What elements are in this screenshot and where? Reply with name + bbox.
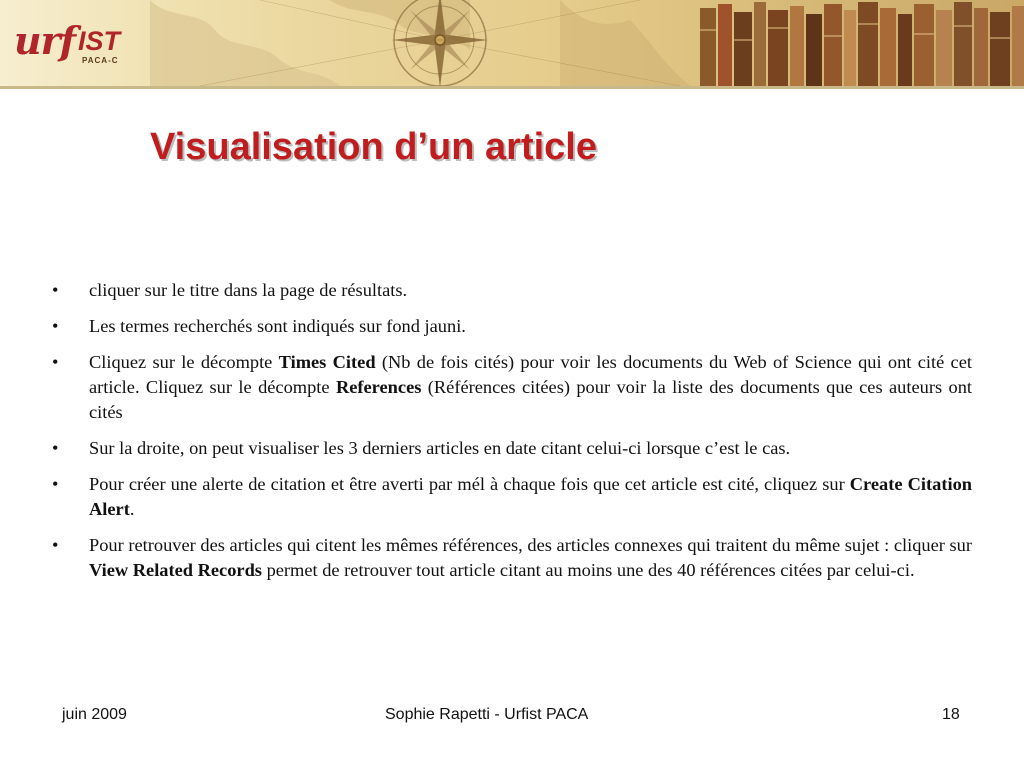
logo-subtitle: PACA-C: [82, 56, 119, 65]
footer-author: Sophie Rapetti - Urfist PACA: [385, 706, 589, 723]
bullet-text: .: [129, 499, 135, 519]
bullet-text: (Références citées) pour voir la liste des documents que ces auteurs ont cités: [89, 377, 972, 422]
antique-map-and-books-illustration: [0, 0, 1024, 86]
bullet-icon: •: [52, 280, 59, 300]
bullet-item: [52, 436, 972, 461]
bullet-text: cliquer sur le titre dans la page de résultats.: [89, 280, 408, 300]
bullet-icon: •: [52, 535, 59, 555]
bullet-bold-text: References: [335, 377, 422, 397]
books-illustration: [700, 2, 1024, 86]
footer-date: juin 2009: [62, 706, 127, 723]
bullet-icon: •: [52, 352, 59, 372]
bullet-bold-text: Times Cited: [278, 352, 376, 372]
bullet-bold-text: Create Citation Alert: [89, 474, 972, 519]
logo-ist-text: IST: [78, 26, 121, 56]
bullet-icon: •: [52, 438, 59, 458]
bullet-bold-text: View Related Records: [89, 560, 262, 580]
bullet-icon: •: [52, 316, 59, 336]
bullet-text: (Nb de fois cités) pour voir les documents du Web of Science qui ont cité cet article. Cliquez sur le décompte: [89, 352, 972, 397]
bullet-text: Sur la droite, on peut visualiser les 3 derniers articles en date citant celui-ci lorsque c’est le cas.: [89, 438, 791, 458]
bullet-item: [52, 278, 972, 303]
bullet-text: Pour retrouver des articles qui citent les mêmes références, des articles connexes qui traitent du même sujet : cliquer sur: [89, 535, 972, 555]
slide-title: Visualisation d’un article: [150, 126, 597, 168]
bullet-text: permet de retrouver tout article citant au moins une des 40 références citées par celui-ci.: [261, 560, 915, 580]
bullet-item: [52, 314, 972, 339]
header-banner: [0, 0, 1024, 86]
bullet-item: [52, 472, 972, 522]
bullet-text: Cliquez sur le décompte: [89, 352, 279, 372]
slide-number: 18: [942, 706, 960, 723]
logo-main-text: urf: [14, 18, 75, 63]
bullet-list: [52, 278, 972, 594]
bullet-text: Pour créer une alerte de citation et être averti par mél à chaque fois que cet article est cité, cliquez sur: [89, 474, 850, 494]
bullet-item: [52, 350, 972, 425]
urfist-logo: [8, 6, 136, 76]
bullet-icon: •: [52, 474, 59, 494]
header-divider: [0, 86, 1024, 89]
bullet-text: Les termes recherchés sont indiqués sur fond jauni.: [89, 316, 466, 336]
bullet-item: [52, 533, 972, 583]
